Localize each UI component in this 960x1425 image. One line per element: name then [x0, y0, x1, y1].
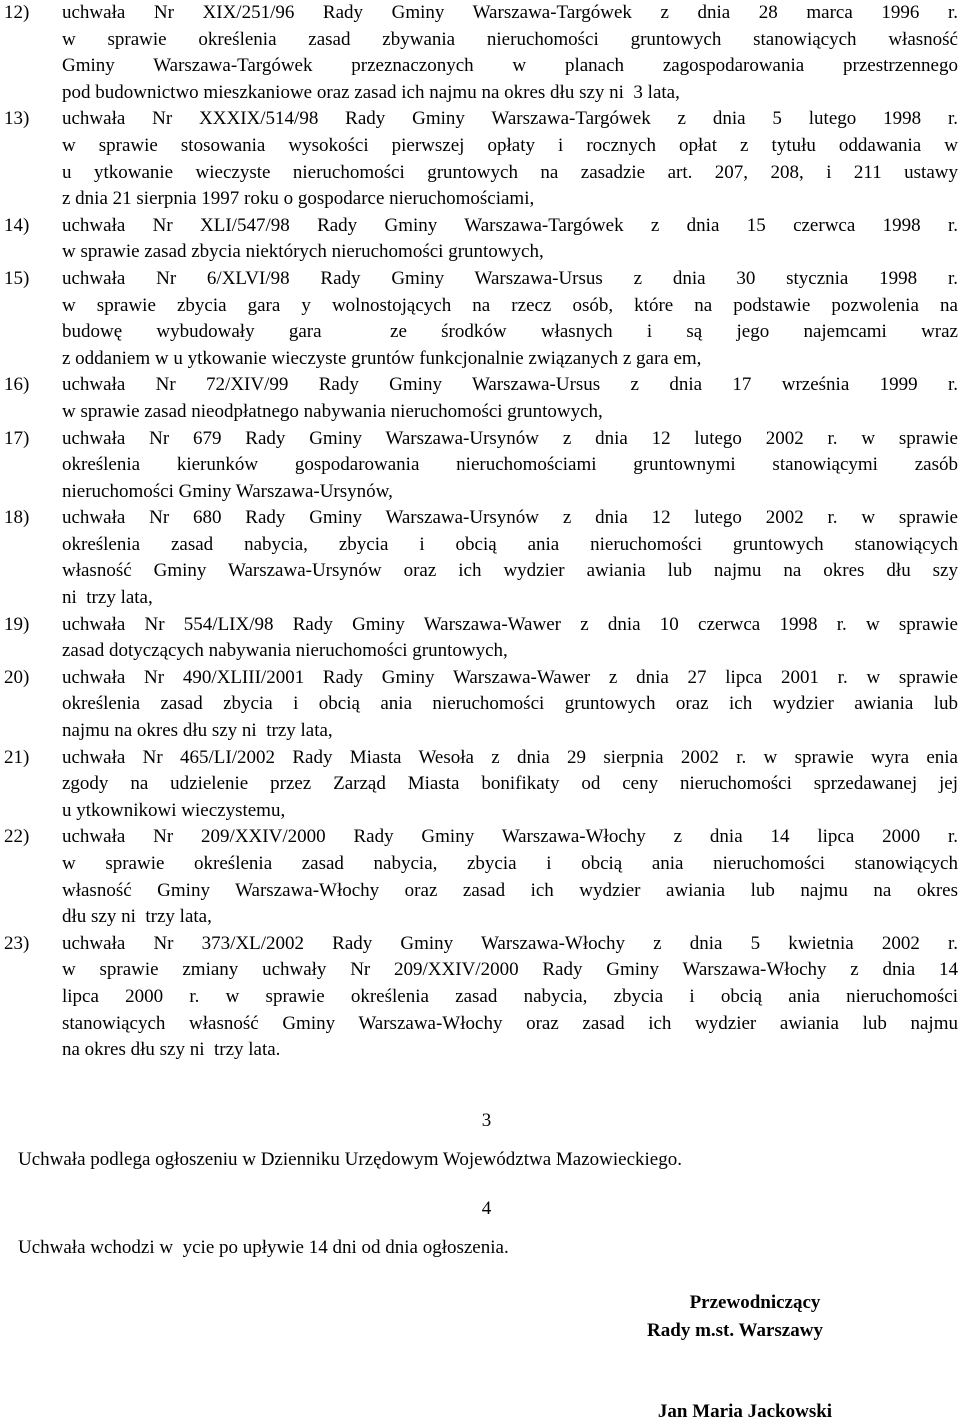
list-item	[0, 665, 960, 745]
list-item-line: własność Gminy Warszawa-Ursynów oraz ich wydzier awiania lub najmu na okres dłu szy	[62, 560, 958, 582]
list-item-line: w sprawie określenia zasad nabycia, zbycia i obcią ania nieruchomości stanowiących	[62, 853, 958, 874]
list-item	[0, 612, 960, 665]
list-item	[0, 745, 960, 825]
list-item-line: u ytkownikowi wieczystemu,	[62, 799, 286, 821]
list-item-line: ni trzy lata,	[62, 587, 153, 609]
list-item	[0, 426, 960, 506]
list-item-line: uchwała Nr 72/XIV/99 Rady Gminy Warszawa-Ursus z dnia 17 września 1999 r.	[62, 374, 958, 396]
list-item-line: uchwała Nr 6/XLVI/98 Rady Gminy Warszawa-Ursus z dnia 30 stycznia 1998 r.	[62, 267, 958, 289]
list-item-line: określenia kierunków gospodarowania nieruchomościami gruntownymi stanowiącymi zasób	[62, 454, 958, 476]
list-item-line: uchwała Nr 679 Rady Gminy Warszawa-Ursynów z dnia 12 lutego 2002 r. w sprawie	[62, 427, 958, 449]
list-item-line: z dnia 21 sierpnia 1997 roku o gospodarce nieruchomościami,	[62, 188, 535, 210]
list-item-line: uchwała Nr XLI/547/98 Rady Gminy Warszawa-Targówek z dnia 15 czerwca 1998 r.	[62, 214, 958, 236]
section-3-heading	[477, 1110, 491, 1132]
list-item-number: 18)	[4, 507, 30, 529]
list-item-line: określenia zasad zbycia i obcią ania nieruchomości gruntowych oraz ich wydzier awiania lub	[62, 693, 958, 715]
list-item-line: zasad dotyczących nabywania nieruchomości gruntowych,	[62, 640, 508, 662]
list-item-number: 20)	[4, 666, 30, 688]
list-item	[0, 824, 960, 930]
list-item-line: uchwała Nr XXXIX/514/98 Rady Gminy Warszawa-Targówek z dnia 5 lutego 1998 r.	[62, 108, 958, 130]
list-item-line: w sprawie stosowania wysokości pierwszej opłaty i rocznych opłat z tytułu oddawania w	[62, 134, 958, 156]
list-item-number: 16)	[4, 374, 30, 396]
list-item	[0, 213, 960, 266]
list-item	[0, 931, 960, 1064]
list-item-line: budowę wybudowały gara ze środków własnych i są jego najemcami wraz	[62, 321, 958, 343]
list-item-number: 14)	[4, 214, 30, 236]
section-3-text: Uchwała podlega ogłoszeniu w Dzienniku Urzędowym Województwa Mazowieckiego.	[18, 1149, 682, 1170]
list-item	[0, 266, 960, 372]
list-item-line: uchwała Nr XIX/251/96 Rady Gminy Warszawa-Targówek z dnia 28 marca 1996 r.	[62, 2, 958, 23]
section-3-number: 3	[481, 1110, 492, 1131]
list-item-line: uchwała Nr 680 Rady Gminy Warszawa-Ursynów z dnia 12 lutego 2002 r. w sprawie	[62, 507, 958, 529]
list-item-line: w sprawie zbycia gara y wolnostojących na rzecz osób, które na podstawie pozwolenia na	[62, 294, 958, 316]
section-4-number: 4	[481, 1198, 492, 1219]
list-item-line: uchwała Nr 490/XLIII/2001 Rady Gminy Warszawa-Wawer z dnia 27 lipca 2001 r. w sprawie	[62, 666, 958, 688]
list-item-number: 12)	[4, 2, 30, 23]
signature-title: Przewodniczący	[689, 1292, 821, 1313]
section-4-heading	[477, 1198, 491, 1220]
list-item-line: uchwała Nr 465/LI/2002 Rady Miasta Wesoła z dnia 29 sierpnia 2002 r. w sprawie wyra enia	[62, 746, 958, 768]
list-item-number: 22)	[4, 826, 30, 848]
list-item-number: 21)	[4, 746, 30, 768]
list-item-line: w sprawie zasad nieodpłatnego nabywania nieruchomości gruntowych,	[62, 400, 603, 422]
list-item-line: na okres dłu szy ni trzy lata.	[62, 1039, 281, 1061]
list-item-line: z oddaniem w u ytkowanie wieczyste gruntów funkcjonalnie związanych z gara em,	[62, 347, 702, 369]
list-item-number: 13)	[4, 108, 30, 130]
list-item-number: 23)	[4, 932, 30, 954]
list-item-line: w sprawie zmiany uchwały Nr 209/XXIV/2000 Rady Gminy Warszawa-Włochy z dnia 14	[62, 959, 958, 981]
signature-body: Rady m.st. Warszawy	[647, 1320, 823, 1341]
list-item-line: w sprawie określenia zasad zbywania nieruchomości gruntowych stanowiących własność	[62, 28, 958, 50]
list-item-line: określenia zasad nabycia, zbycia i obcią ania nieruchomości gruntowych stanowiących	[62, 533, 958, 555]
section-4-text: Uchwała wchodzi w ycie po upływie 14 dni od dnia ogłoszenia.	[18, 1237, 509, 1258]
list-item-line: w sprawie zasad zbycia niektórych nieruchomości gruntowych,	[62, 241, 544, 263]
list-item	[0, 106, 960, 212]
list-item	[0, 0, 960, 106]
list-item-line: Gminy Warszawa-Targówek przeznaczonych w planach zagospodarowania przestrzennego	[62, 55, 958, 77]
list-item-number: 19)	[4, 613, 30, 635]
list-item-line: pod budownictwo mieszkaniowe oraz zasad ich najmu na okres dłu szy ni 3 lata,	[62, 81, 680, 103]
list-item-line: lipca 2000 r. w sprawie określenia zasad nabycia, zbycia i obcią ania nieruchomości	[62, 985, 958, 1007]
list-item-number: 15)	[4, 267, 30, 289]
list-item-line: u ytkowanie wieczyste nieruchomości gruntowych na zasadzie art. 207, 208, i 211 ustawy	[62, 161, 958, 183]
list-item-number: 17)	[4, 427, 30, 449]
signature-name: Jan Maria Jackowski	[657, 1401, 833, 1422]
list-item-line: dłu szy ni trzy lata,	[62, 906, 212, 928]
list-item-line: nieruchomości Gminy Warszawa-Ursynów,	[62, 480, 393, 502]
list-item-line: stanowiących własność Gminy Warszawa-Włochy oraz zasad ich wydzier awiania lub najmu	[62, 1012, 958, 1034]
list-item	[0, 372, 960, 425]
list-item-line: własność Gminy Warszawa-Włochy oraz zasad ich wydzier awiania lub najmu na okres	[62, 879, 958, 901]
list-item-line: uchwała Nr 209/XXIV/2000 Rady Gminy Warszawa-Włochy z dnia 14 lipca 2000 r.	[62, 826, 958, 848]
list-item	[0, 505, 960, 611]
list-item-line: uchwała Nr 554/LIX/98 Rady Gminy Warszawa-Wawer z dnia 10 czerwca 1998 r. w sprawie	[62, 613, 958, 635]
list-item-line: najmu na okres dłu szy ni trzy lata,	[62, 720, 333, 742]
list-item-line: uchwała Nr 373/XL/2002 Rady Gminy Warszawa-Włochy z dnia 5 kwietnia 2002 r.	[62, 932, 958, 954]
list-item-line: zgody na udzielenie przez Zarząd Miasta bonifikaty od ceny nieruchomości sprzedawanej jej	[62, 773, 958, 795]
